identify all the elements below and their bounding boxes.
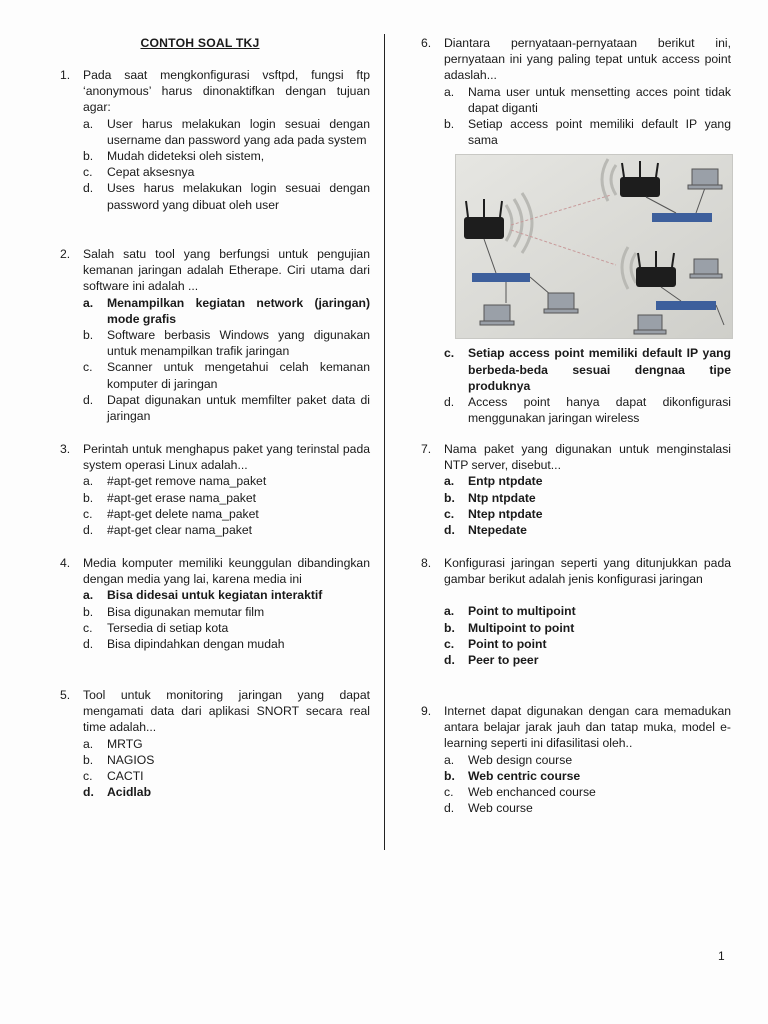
- question-stem: Konfigurasi jaringan seperti yang ditunjukkan pada gambar berikut adalah jenis konfigurasi jaringan: [444, 556, 731, 587]
- option-text: Menampilkan kegiatan network (jaringan) mode grafis: [107, 295, 370, 326]
- option-letter: a.: [83, 736, 94, 751]
- option-letter: d.: [83, 181, 94, 196]
- option-text: Multipoint to point: [468, 620, 575, 635]
- option-b: [83, 490, 370, 506]
- option-text: #apt-get delete nama_paket: [107, 506, 259, 521]
- option-d: [83, 522, 370, 538]
- option-text: Acidlab: [107, 785, 152, 800]
- option-text: Entp ntpdate: [468, 474, 543, 489]
- option-a: [83, 116, 370, 148]
- question-stem: Salah satu tool yang berfungsi untuk pengujian kemanan jaringan adalah Etherape. Ciri utama dari software ini adalah ...: [83, 247, 370, 294]
- option-text: Ntepedate: [468, 523, 527, 538]
- option-letter: c.: [83, 769, 93, 784]
- question-8: [421, 555, 731, 668]
- question-stem: Perintah untuk menghapus paket yang terinstal pada system operasi Linux adalah...: [83, 442, 370, 473]
- switch-icon: [652, 213, 712, 222]
- option-text: Web course: [468, 801, 533, 816]
- question-number: 5.: [60, 688, 71, 702]
- option-letter: a.: [444, 84, 455, 99]
- option-letter: a.: [83, 116, 94, 131]
- option-letter: a.: [83, 295, 94, 310]
- laptop-icon: [634, 315, 666, 334]
- page-title: CONTOH SOAL TKJ: [140, 36, 260, 50]
- question-stem: Nama paket yang digunakan untuk menginstalasi NTP server, disebut...: [444, 442, 731, 473]
- option-letter: c.: [444, 346, 455, 361]
- question-stem: Pada saat mengkonfigurasi vsftpd, fungsi ftp ‘anonymous’ harus dinonaktifkan dengan tujuan agar:: [83, 68, 370, 115]
- question-stem: Internet dapat digunakan dengan cara memadukan antara belajar jarak jauh dan tatap muka, model e-learning seperti ini difasilitasi oleh..: [444, 704, 731, 751]
- option-text: Tersedia di setiap kota: [107, 620, 229, 635]
- question-7: [421, 441, 731, 538]
- option-c: [444, 506, 731, 522]
- option-text: Ntep ntpdate: [468, 506, 543, 521]
- laptop-icon: [480, 305, 514, 325]
- question-1: [60, 67, 370, 213]
- option-text: Bisa dipindahkan dengan mudah: [107, 637, 285, 652]
- question-number: 4.: [60, 556, 71, 570]
- option-d: [83, 636, 370, 652]
- option-a: [444, 752, 731, 768]
- option-c: [83, 359, 370, 391]
- option-text: Setiap access point memiliki default IP yang sama: [468, 117, 731, 148]
- option-letter: a.: [444, 604, 455, 619]
- question-3: [60, 441, 370, 538]
- option-c: [444, 636, 731, 652]
- option-text: #apt-get remove nama_paket: [107, 474, 267, 489]
- option-text: Web design course: [468, 752, 573, 767]
- option-text: Mudah dideteksi oleh sistem,: [107, 149, 265, 164]
- option-text: Web centric course: [468, 768, 581, 783]
- option-b: [83, 604, 370, 620]
- option-text: MRTG: [107, 736, 143, 751]
- option-b: [83, 148, 370, 164]
- option-b: [83, 752, 370, 768]
- option-letter: d.: [444, 653, 455, 668]
- option-text: Point to multipoint: [468, 604, 576, 619]
- laptop-icon: [544, 293, 578, 313]
- option-b: [444, 620, 731, 636]
- option-text: Scanner untuk mengetahui celah kemanan komputer di jaringan: [107, 360, 370, 391]
- option-a: [83, 473, 370, 489]
- option-text: Web enchanced course: [468, 785, 596, 800]
- question-6: [421, 35, 731, 426]
- option-letter: a.: [444, 752, 455, 767]
- option-a: [83, 295, 370, 327]
- question-stem: Media komputer memiliki keunggulan dibandingkan dengan media yang lai, karena media ini: [83, 556, 370, 587]
- option-letter: a.: [83, 474, 94, 489]
- option-text: Point to point: [468, 636, 547, 651]
- option-letter: c.: [444, 785, 454, 800]
- option-d: [444, 652, 731, 668]
- option-letter: d.: [83, 785, 94, 800]
- option-b: [444, 490, 731, 506]
- option-text: #apt-get clear nama_paket: [107, 523, 252, 538]
- option-letter: b.: [444, 117, 455, 132]
- laptop-icon: [690, 259, 722, 278]
- option-d: [83, 784, 370, 800]
- option-letter: b.: [444, 768, 455, 783]
- question-stem: Diantara pernyataan-pernyataan berikut ini, pernyataan ini yang paling tepat untuk access point adaslah...: [444, 36, 731, 83]
- option-d: [444, 394, 731, 426]
- network-diagram-image: [455, 154, 733, 339]
- question-number: 7.: [421, 442, 432, 456]
- option-letter: c.: [83, 506, 93, 521]
- question-number: 2.: [60, 247, 71, 261]
- question-number: 3.: [60, 442, 71, 456]
- option-letter: d.: [444, 395, 455, 410]
- question-number: 6.: [421, 36, 432, 50]
- option-text: Software berbasis Windows yang digunakan untuk menampilkan trafik jaringan: [107, 328, 370, 359]
- option-letter: d.: [83, 523, 94, 538]
- column-divider: [384, 34, 385, 850]
- laptop-icon: [688, 169, 722, 189]
- option-letter: b.: [83, 604, 94, 619]
- option-letter: d.: [83, 392, 94, 407]
- option-a: [83, 736, 370, 752]
- option-c: [83, 768, 370, 784]
- option-c: [83, 506, 370, 522]
- option-text: Bisa digunakan memutar film: [107, 604, 265, 619]
- option-text: Dapat digunakan untuk memfilter paket data di jaringan: [107, 392, 370, 424]
- option-text: Cepat aksesnya: [107, 165, 195, 180]
- switch-icon: [656, 301, 716, 310]
- option-letter: a.: [83, 588, 94, 603]
- option-b: [444, 768, 731, 784]
- network-diagram-svg: [456, 155, 732, 338]
- question-number: 1.: [60, 68, 71, 82]
- option-text: Setiap access point memiliki default IP yang berbeda-beda sesuai dengnaa tipe produknya: [468, 346, 731, 393]
- option-letter: a.: [444, 474, 455, 489]
- option-letter: c.: [444, 636, 455, 651]
- option-letter: b.: [444, 620, 455, 635]
- option-letter: b.: [83, 328, 94, 343]
- option-letter: d.: [83, 637, 94, 652]
- switch-icon: [472, 273, 530, 282]
- option-c: [83, 164, 370, 180]
- option-d: [444, 800, 731, 816]
- option-letter: d.: [444, 801, 455, 816]
- option-letter: c.: [83, 620, 93, 635]
- option-text: Nama user untuk mensetting acces point tidak dapat diganti: [468, 84, 731, 115]
- option-a: [444, 84, 731, 116]
- option-text: Peer to peer: [468, 653, 539, 668]
- option-text: User harus melakukan login sesuai dengan username dan password yang ada pada system: [107, 116, 370, 147]
- option-text: Access point hanya dapat dikonfigurasi menggunakan jaringan wireless: [468, 395, 731, 426]
- question-4: [60, 555, 370, 652]
- question-2: [60, 246, 370, 424]
- option-c: [83, 620, 370, 636]
- option-a: [83, 587, 370, 603]
- option-text: Bisa didesai untuk kegiatan interaktif: [107, 588, 323, 603]
- option-d: [83, 180, 370, 212]
- option-letter: b.: [83, 490, 94, 505]
- page-number: 1: [718, 949, 725, 963]
- option-b: [83, 327, 370, 359]
- option-d: [83, 392, 370, 424]
- option-letter: b.: [83, 149, 94, 164]
- option-a: [444, 473, 731, 489]
- question-number: 8.: [421, 556, 432, 570]
- option-text: #apt-get erase nama_paket: [107, 490, 257, 505]
- option-letter: b.: [83, 752, 94, 767]
- option-letter: c.: [83, 360, 93, 375]
- option-letter: c.: [83, 165, 93, 180]
- option-c: [444, 345, 731, 394]
- option-letter: b.: [444, 490, 455, 505]
- option-b: [444, 116, 731, 148]
- option-letter: d.: [444, 523, 455, 538]
- question-number: 9.: [421, 704, 432, 718]
- option-d: [444, 522, 731, 538]
- option-text: CACTI: [107, 769, 144, 784]
- question-stem: Tool untuk monitoring jaringan yang dapat mengamati data dari aplikasi SNORT secara real time adalah...: [83, 688, 370, 735]
- question-5: [60, 687, 370, 800]
- option-text: NAGIOS: [107, 752, 155, 767]
- option-a: [444, 603, 731, 619]
- option-letter: c.: [444, 506, 455, 521]
- option-text: Ntp ntpdate: [468, 490, 536, 505]
- option-c: [444, 784, 731, 800]
- option-text: Uses harus melakukan login sesuai dengan password yang dibuat oleh user: [107, 181, 370, 212]
- question-9: [421, 703, 731, 816]
